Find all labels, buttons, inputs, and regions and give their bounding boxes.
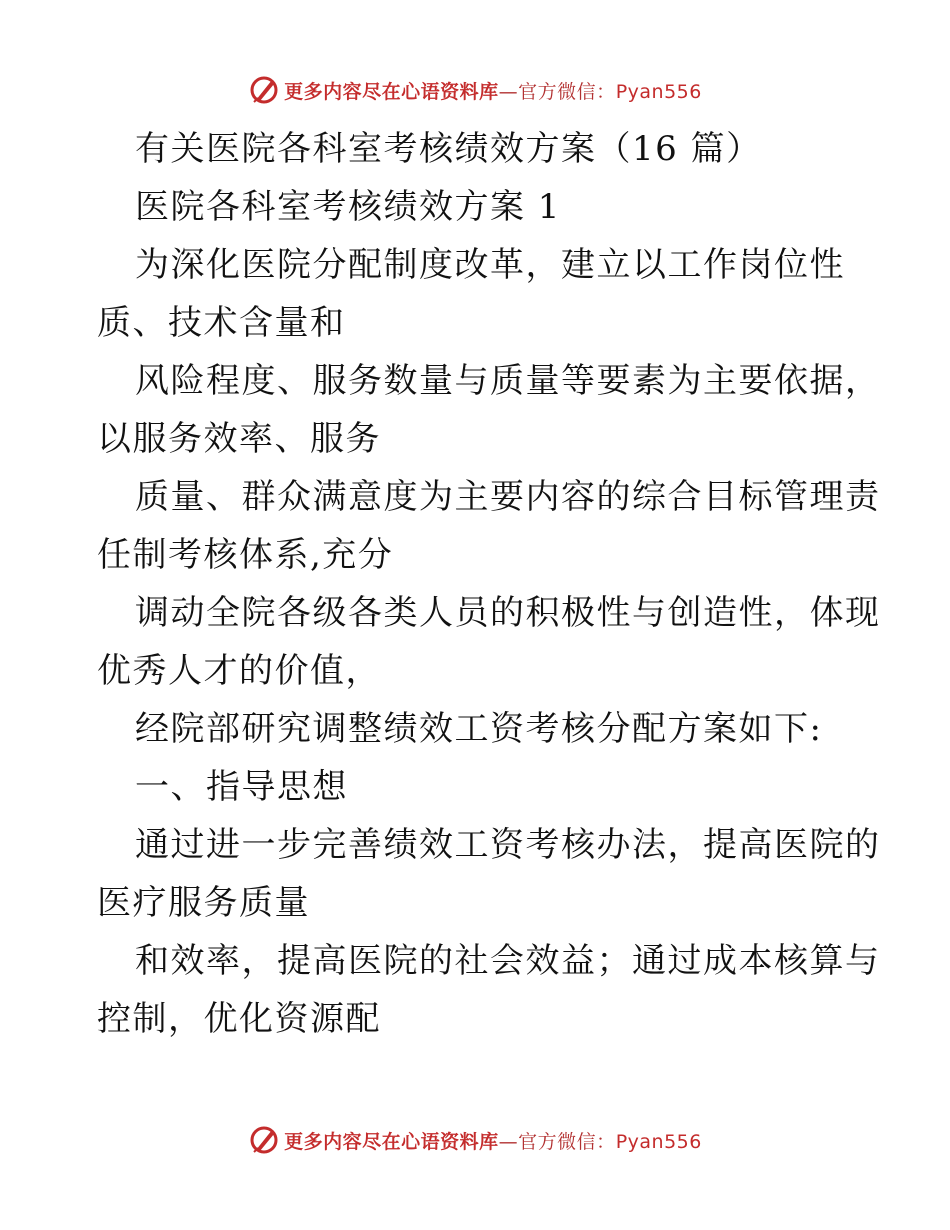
banner-text (284, 77, 702, 104)
section-heading: 一、指导思想 (135, 767, 348, 807)
banner-wechat-id: Pyan556 (615, 80, 702, 103)
footer-watermark-banner (0, 1120, 950, 1160)
banner-prefix: 更多内容尽在心语资料库 (284, 80, 499, 103)
paragraph-line: 调动全院各级各类人员的积极性与创造性，体现 (135, 593, 881, 633)
paragraph-line: 风险程度、服务数量与质量等要素为主要依据， (135, 361, 881, 401)
paragraph-line: 质、技术含量和 (97, 303, 346, 343)
document-body (97, 120, 881, 1048)
banner-dash: — (498, 80, 519, 103)
paragraph-line: 医疗服务质量 (97, 883, 310, 923)
banner-text (284, 1127, 702, 1154)
paragraph-line: 质量、群众满意度为主要内容的综合目标管理责 (135, 477, 881, 517)
paragraph-line: 和效率，提高医院的社会效益；通过成本核算与 (135, 941, 881, 981)
feather-pen-logo-icon (248, 74, 280, 106)
feather-pen-logo-icon (248, 1124, 280, 1156)
banner-middle: 官方微信： (518, 80, 616, 103)
paragraph-line: 任制考核体系,充分 (97, 535, 394, 575)
document-title: 有关医院各科室考核绩效方案（16 篇） (135, 129, 762, 169)
paragraph-line: 以服务效率、服务 (97, 419, 381, 459)
document-subtitle: 医院各科室考核绩效方案 1 (135, 187, 561, 227)
header-watermark-banner (0, 70, 950, 110)
paragraph-line: 为深化医院分配制度改革，建立以工作岗位性 (135, 245, 845, 285)
banner-middle: 官方微信： (518, 1130, 616, 1153)
banner-dash: — (498, 1130, 519, 1153)
banner-wechat-id: Pyan556 (615, 1130, 702, 1153)
paragraph-line: 通过进一步完善绩效工资考核办法，提高医院的 (135, 825, 881, 865)
paragraph-line: 经院部研究调整绩效工资考核分配方案如下: (135, 709, 823, 749)
paragraph-line: 优秀人才的价值， (97, 651, 381, 691)
paragraph-line: 控制，优化资源配 (97, 999, 381, 1039)
banner-prefix: 更多内容尽在心语资料库 (284, 1130, 499, 1153)
